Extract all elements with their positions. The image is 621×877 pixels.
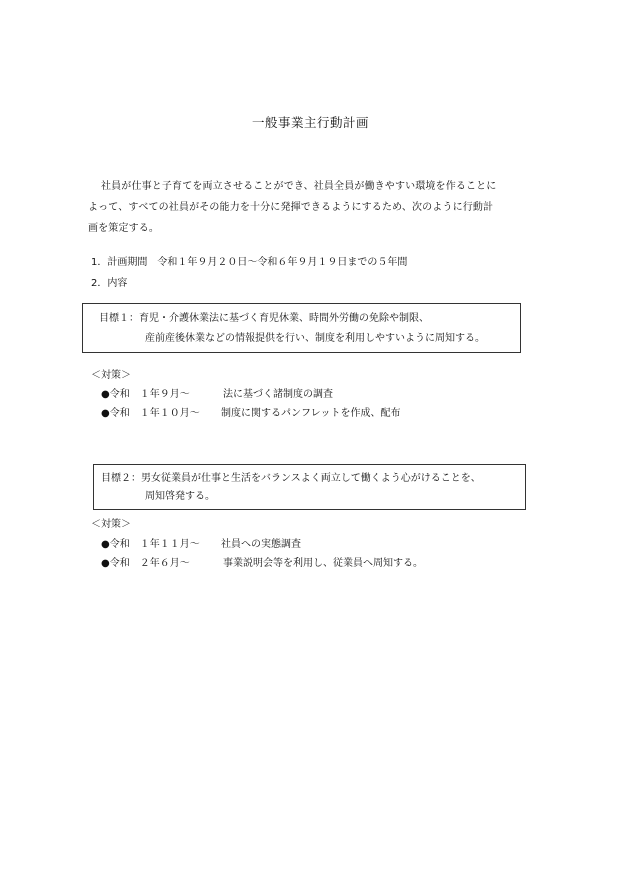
goal-2-box	[93, 464, 526, 510]
intro-line-3: 画を策定する。	[88, 223, 160, 234]
intro-line-2: よって、すべての社員がその能力を十分に発揮できるようにするため、次のように行動計	[88, 202, 494, 213]
page-title: 一般事業主行動計画	[251, 115, 369, 130]
goal-2-line-2: 周知啓発する。	[145, 491, 215, 502]
measure-1-2-date: ●令和 １年１０月～	[101, 408, 200, 419]
measure-1-1-date: ●令和 １年９月～	[101, 389, 190, 400]
measure-2-2-date: ●令和 ２年６月～	[101, 558, 190, 569]
measure-2-2-text: 事業説明会等を利用し、従業員へ周知する。	[223, 558, 423, 569]
intro-line-1: 社員が仕事と子育てを両立させることができ、社員全員が働きやすい環境を作ることに	[101, 181, 497, 192]
goal-1-line-2: 産前産後休業などの情報提供を行い、制度を利用しやすいように周知する。	[145, 333, 485, 344]
measure-2-1-date: ●令和 １年１１月～	[101, 539, 200, 550]
goal-2-line-1: 目標２：男女従業員が仕事と生活をバランスよく両立して働くよう心がけることを、	[101, 473, 481, 484]
measure-1-1-text: 法に基づく諸制度の調査	[223, 389, 333, 400]
plan-period: 1．計画期間 令和１年９月２０日～令和６年９月１９日までの５年間	[91, 257, 408, 268]
measures-1-heading: ＜対策＞	[91, 370, 131, 381]
measure-1-2-text: 制度に関するパンフレットを作成、配布	[221, 408, 401, 419]
measure-2-1-text: 社員への実態調査	[221, 539, 301, 550]
contents-heading: 2．内容	[91, 278, 128, 289]
goal-1-line-1: 目標１：育児・介護休業法に基づく育児休業、時間外労働の免除や制限、	[99, 313, 429, 324]
goal-1-box	[82, 303, 521, 353]
measures-2-heading: ＜対策＞	[91, 519, 131, 530]
